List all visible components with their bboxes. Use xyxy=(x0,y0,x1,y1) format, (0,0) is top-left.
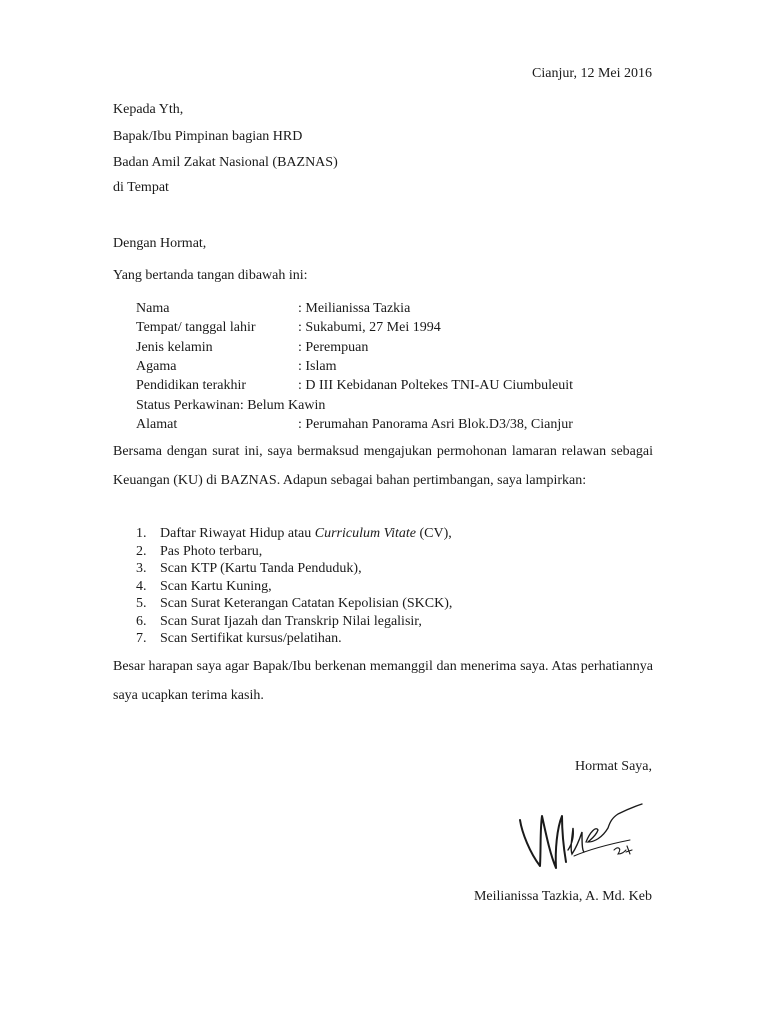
recipient-line-2: Bapak/Ibu Pimpinan bagian HRD xyxy=(113,129,303,144)
info-value: : Islam xyxy=(298,359,337,374)
info-label: Tempat/ tanggal lahir xyxy=(136,320,256,335)
signature-image xyxy=(510,798,650,873)
info-label: Agama xyxy=(136,359,177,374)
item-number: 7. xyxy=(136,631,147,646)
info-value: : D III Kebidanan Poltekes TNI-AU Ciumbuleuit xyxy=(298,378,574,393)
item-text: Scan Sertifikat kursus/pelatihan. xyxy=(160,631,342,646)
info-value: : Perumahan Panorama Asri Blok.D3/38, Cianjur xyxy=(298,417,573,432)
item-number: 4. xyxy=(136,578,147,594)
list-item xyxy=(136,613,452,631)
info-value: : Meilianissa Tazkia xyxy=(298,301,411,316)
item-text: Scan Surat Ijazah dan Transkrip Nilai legalisir, xyxy=(160,613,422,629)
intro-line: Yang bertanda tangan dibawah ini: xyxy=(113,268,308,283)
item-number: 2. xyxy=(136,543,147,559)
item-number: 5. xyxy=(136,596,147,611)
list-item xyxy=(136,543,452,561)
item-number: 3. xyxy=(136,561,147,576)
info-label: Nama xyxy=(136,301,170,316)
recipient-line-4: di Tempat xyxy=(113,180,169,195)
info-label: Alamat xyxy=(136,417,178,432)
info-label: Pendidikan terakhir xyxy=(136,378,247,393)
item-text: Scan Kartu Kuning, xyxy=(160,578,272,594)
item-text: Scan KTP (Kartu Tanda Penduduk), xyxy=(160,561,362,576)
item-text-suffix: (CV), xyxy=(415,526,452,541)
list-item xyxy=(136,525,452,543)
info-value: : Perempuan xyxy=(298,340,369,355)
item-text: Pas Photo terbaru, xyxy=(160,543,263,559)
info-row-marital: Status Perkawinan: Belum Kawin xyxy=(136,398,326,413)
closing-salutation: Hormat Saya, xyxy=(575,759,652,774)
place-date: Cianjur, 12 Mei 2016 xyxy=(532,66,652,81)
list-item xyxy=(136,595,452,613)
recipient-line-1: Kepada Yth, xyxy=(113,102,184,117)
info-value: : Sukabumi, 27 Mei 1994 xyxy=(298,320,441,335)
item-italic-text: Curriculum Vitate xyxy=(314,526,416,541)
item-number: 6. xyxy=(136,613,147,629)
list-item xyxy=(136,560,452,578)
body-paragraph: Bersama dengan surat ini, saya bermaksud mengajukan permohonan lamaran relawan sebagai Keuangan (KU) di BAZNAS. Adapun sebagai bahan pertimbangan, saya lampirkan: xyxy=(113,444,653,488)
closing-paragraph: Besar harapan saya agar Bapak/Ibu berkenan memanggil dan menerima saya. Atas perhatiannya saya ucapkan terima kasih. xyxy=(113,659,653,703)
greeting: Dengan Hormat, xyxy=(113,236,207,251)
item-text: Scan Surat Keterangan Catatan Kepolisian (SKCK), xyxy=(160,596,453,611)
signer-name: Meilianissa Tazkia, A. Md. Keb xyxy=(473,889,652,904)
attachment-list xyxy=(136,525,452,648)
list-item xyxy=(136,578,452,596)
item-number: 1. xyxy=(136,526,147,541)
item-text: Daftar Riwayat Hidup atau xyxy=(160,526,315,541)
recipient-line-3: Badan Amil Zakat Nasional (BAZNAS) xyxy=(113,155,338,170)
list-item xyxy=(136,630,452,648)
info-label: Jenis kelamin xyxy=(136,340,213,355)
